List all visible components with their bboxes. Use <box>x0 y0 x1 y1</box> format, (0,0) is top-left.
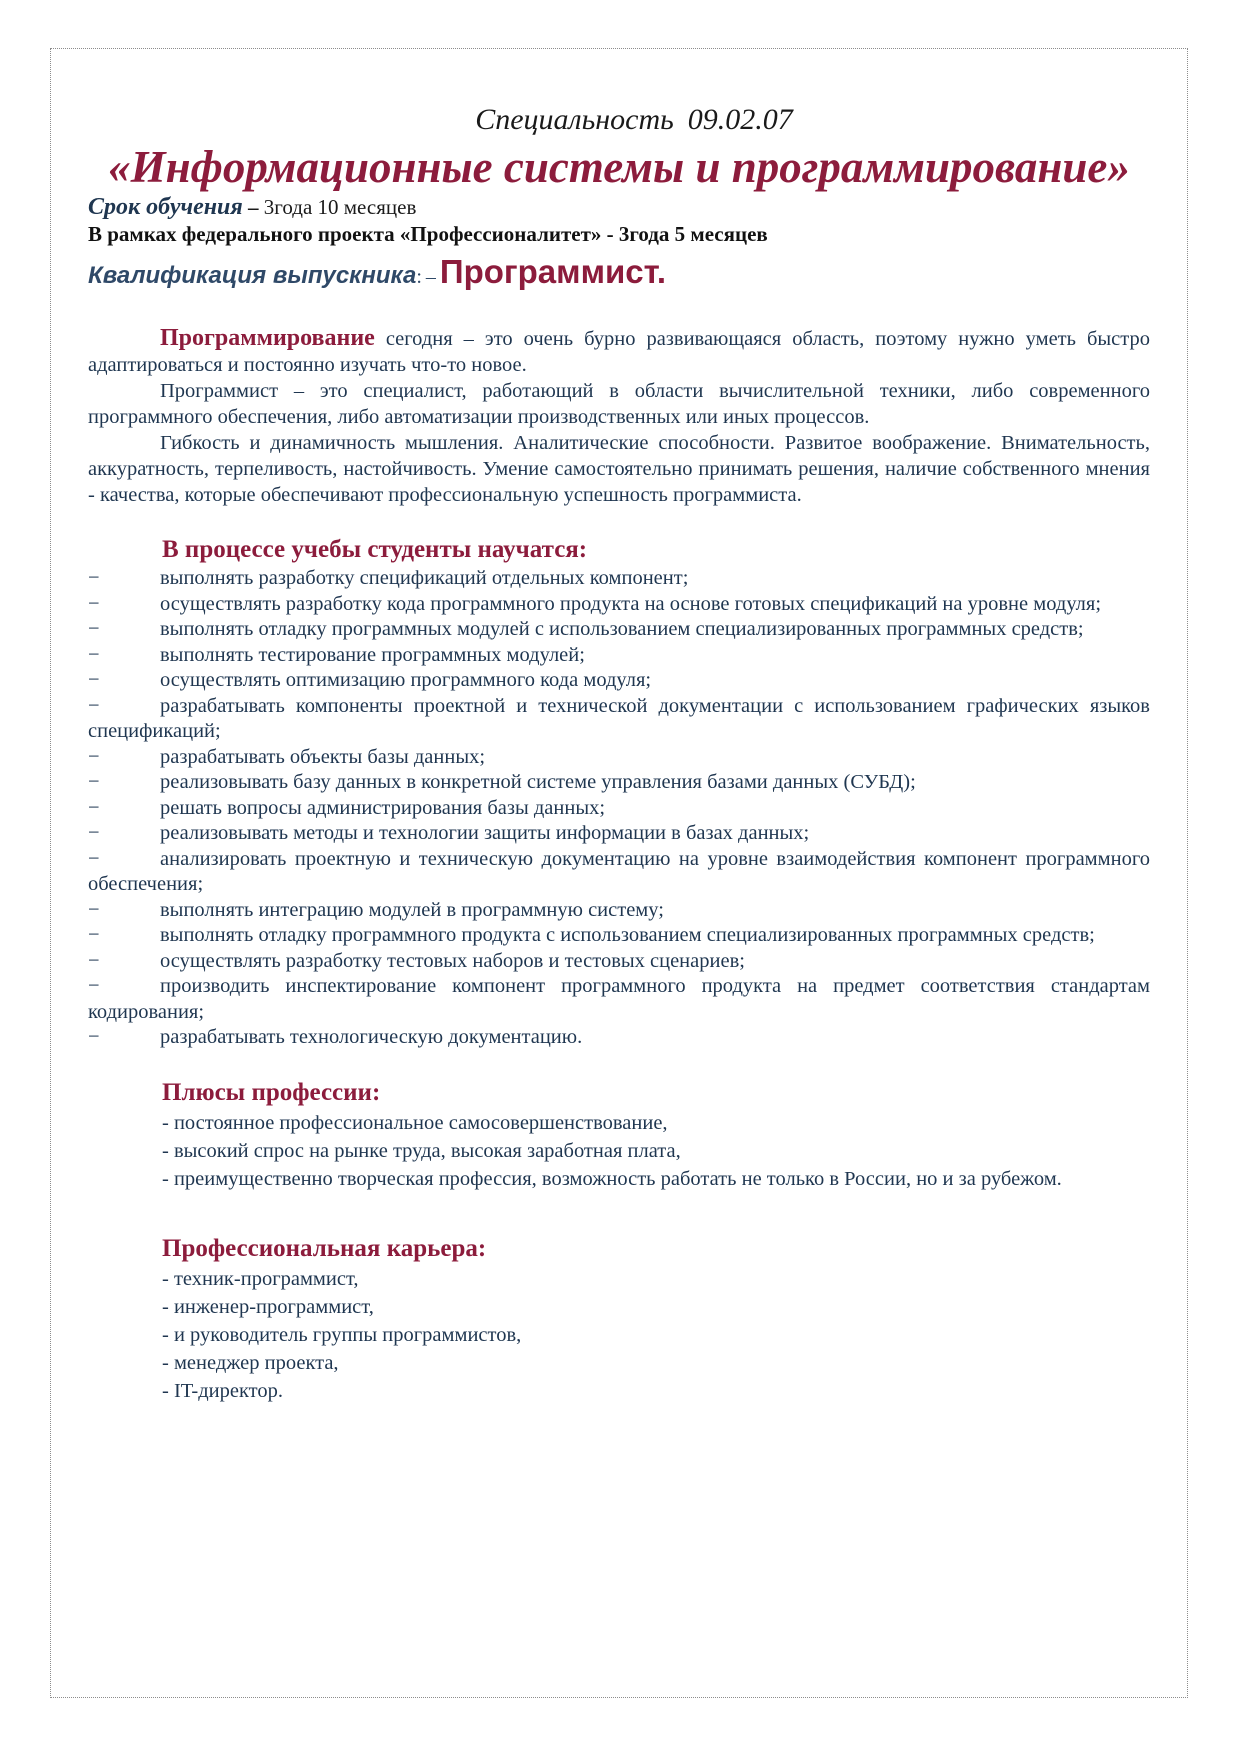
learning-item-text: осуществлять разработку кода программного продукта на основе готовых спецификаций на уровне модуля; <box>160 592 1102 615</box>
learning-item <box>88 592 1150 618</box>
learning-item <box>88 643 1150 669</box>
career-item: - и руководитель группы программистов, <box>162 1323 522 1346</box>
bullet-dash: − <box>88 694 100 717</box>
bullet-dash: − <box>88 949 100 972</box>
learning-item <box>88 949 1150 975</box>
learning-item-text: выполнять отладку программных модулей с использованием специализированных программных средств; <box>160 618 1084 640</box>
learning-item-text: реализовывать методы и технологии защиты информации в базах данных; <box>160 822 810 844</box>
learning-item <box>88 847 1150 898</box>
career-item: - инженер-программист, <box>162 1295 374 1318</box>
learning-item-text: осуществлять оптимизацию программного кода модуля; <box>160 669 652 691</box>
career-item: - техник-программист, <box>162 1267 359 1290</box>
intro-paragraph-2: Программист – это специалист, работающий в области вычислительной техники, либо современного программного обеспечения, либо автоматизации производственных или иных процессов. <box>88 380 1150 428</box>
career-item: - IT-директор. <box>162 1379 283 1402</box>
career-heading: Профессиональная карьера: <box>162 1234 487 1262</box>
learning-item-text: выполнять тестирование программных модулей; <box>160 643 585 666</box>
bullet-dash: − <box>88 1026 100 1048</box>
learning-item <box>88 796 1150 822</box>
specialty-label: Специальность <box>475 103 674 136</box>
bullet-dash: − <box>88 898 100 921</box>
learning-item-text: разрабатывать компоненты проектной и технической документации с использованием графических языков спецификаций; <box>88 694 1150 742</box>
intro-paragraph-3: Гибкость и динамичность мышления. Аналитические способности. Развитое воображение. Внимательность, аккуратность, терпеливость, настойчивость. Умение самостоятельно принимать решения, наличие собственного мнения - качества, которые обеспечивают профессиональную успешность программиста. <box>88 432 1150 506</box>
bullet-dash: − <box>88 618 100 640</box>
intro-paragraph-1 <box>88 325 1150 378</box>
qualification-colon: : <box>416 266 422 288</box>
learning-item-text: разрабатывать объекты базы данных; <box>160 745 486 768</box>
intro-paragraph-1-text: сегодня – это очень бурно развивающаяся область, поэтому нужно уметь быстро адаптироваться и постоянно изучать что-то новое. <box>88 328 1150 376</box>
learning-item-text: выполнять отладку программного продукта с использованием специализированных программных средств; <box>160 924 1095 946</box>
document-body <box>88 100 1150 1405</box>
learning-item <box>88 668 1150 694</box>
qualification-value: Программист. <box>439 253 667 290</box>
bullet-dash: − <box>88 592 100 615</box>
pros-item: - высокий спрос на рынке труда, высокая заработная плата, <box>162 1139 681 1162</box>
pros-item: - постоянное профессиональное самосовершенствование, <box>162 1111 668 1134</box>
bullet-dash: − <box>88 924 100 946</box>
learning-item <box>88 898 1150 924</box>
study-term-row <box>88 194 1150 220</box>
career-item: - менеджер проекта, <box>162 1351 339 1374</box>
pros-item: - преимущественно творческая профессия, возможность работать не только в России, но и за рубежом. <box>162 1167 1062 1190</box>
specialty-line <box>118 100 1150 140</box>
learning-item <box>88 617 1150 643</box>
page-title: «Информационные системы и программирование» <box>108 142 1130 192</box>
bullet-dash: − <box>88 567 100 589</box>
study-term-label: Срок обучения <box>88 194 243 220</box>
learning-item-text: производить инспектирование компонент программного продукта на предмет соответствия стандартам кодирования; <box>88 975 1150 1023</box>
bullet-dash: − <box>88 771 100 793</box>
learning-item-text: разрабатывать технологическую документацию. <box>160 1026 583 1048</box>
bullet-dash: − <box>88 643 100 666</box>
specialty-code: 09.02.07 <box>687 103 793 136</box>
learning-item-text: выполнять разработку спецификаций отдельных компонент; <box>160 567 689 589</box>
learning-item <box>88 821 1150 847</box>
bullet-dash: − <box>88 975 100 997</box>
learning-item <box>88 974 1150 1025</box>
pros-list <box>88 1109 1150 1193</box>
learning-item <box>88 745 1150 771</box>
intro-lead-term: Программирование <box>160 325 375 351</box>
learning-list <box>88 566 1150 1051</box>
learning-item <box>88 1025 1150 1051</box>
learning-heading: В процессе учебы студенты научатся: <box>162 536 588 563</box>
project-term-row: В рамках федерального проекта «Профессионалитет» - 3года 5 месяцев <box>88 222 768 246</box>
learning-item <box>88 770 1150 796</box>
qualification-row <box>88 252 1150 299</box>
pros-heading: Плюсы профессии: <box>162 1078 381 1106</box>
learning-item <box>88 923 1150 949</box>
bullet-dash: − <box>88 669 100 691</box>
bullet-dash: − <box>88 745 100 768</box>
learning-item-text: выполнять интеграцию модулей в программную систему; <box>160 898 664 921</box>
bullet-dash: − <box>88 822 100 844</box>
learning-item <box>88 694 1150 745</box>
learning-item <box>88 566 1150 592</box>
study-term-value: 3года 10 месяцев <box>263 195 417 219</box>
bullet-dash: − <box>88 847 100 870</box>
qualification-dash: – <box>425 266 436 288</box>
learning-item-text: осуществлять разработку тестовых наборов и тестовых сценариев; <box>160 949 745 972</box>
study-term-dash: – <box>248 195 259 219</box>
career-list <box>88 1265 1150 1405</box>
learning-item-text: реализовывать базу данных в конкретной системе управления базами данных (СУБД); <box>160 771 916 793</box>
learning-item-text: решать вопросы администрирования базы данных; <box>160 796 606 819</box>
qualification-label: Квалификация выпускника <box>88 262 417 289</box>
learning-item-text: анализировать проектную и техническую документацию на уровне взаимодействия компонент программного обеспечения; <box>88 847 1150 895</box>
bullet-dash: − <box>88 796 100 819</box>
